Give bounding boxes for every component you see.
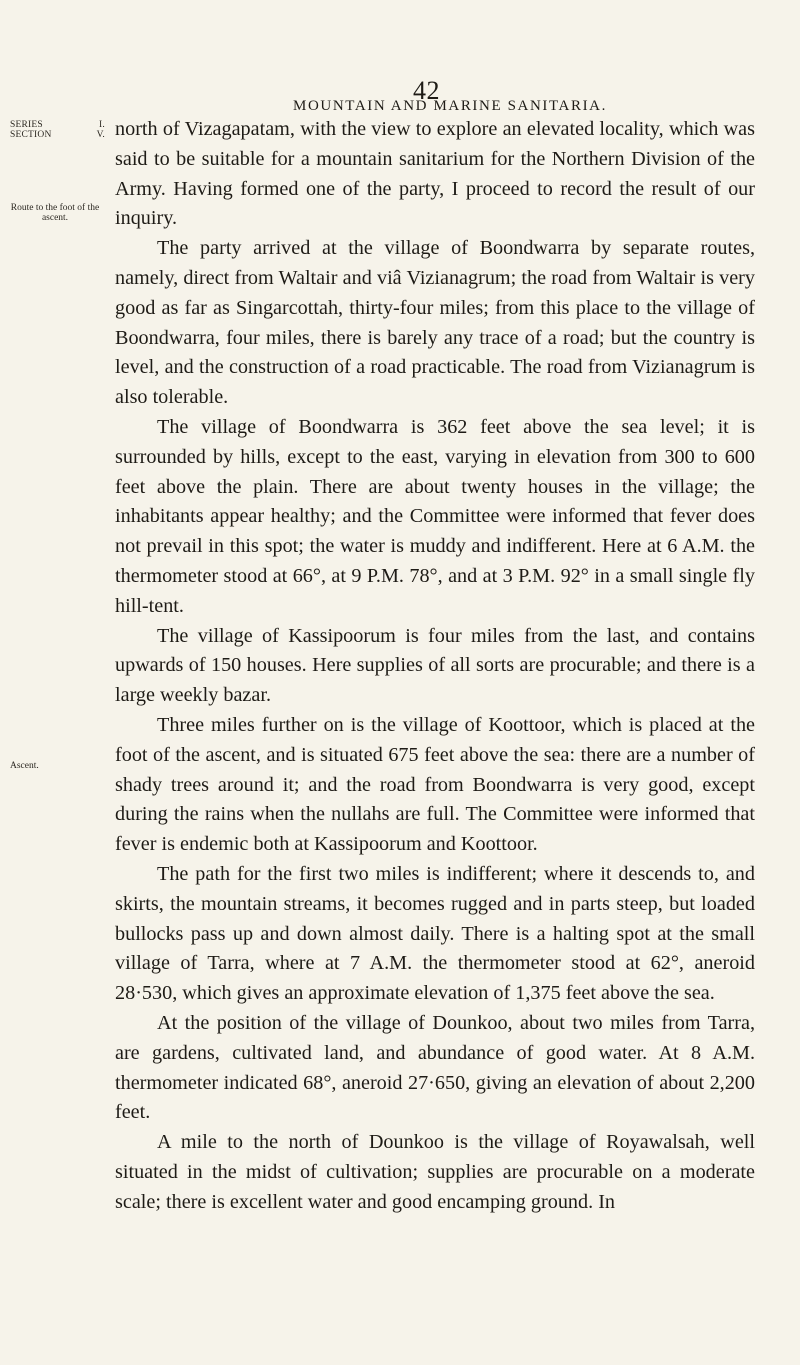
paragraph-1: north of Vizagapatam, with the view to explore an elevated locality, which was said to be suitable for a mountain sanitarium for the Northern Division of the Army. Having formed one of the party, I proceed to record the result of our inquiry. (115, 118, 755, 230)
paragraph-8: A mile to the north of Dounkoo is the village of Royawalsah, well situated in the midst of cultivation; supplies are procurable on a moderate scale; there is excellent water and good encamping ground. In (115, 1131, 755, 1213)
paragraph-6: The path for the first two miles is indifferent; where it descends to, and skirts, the mountain streams, it becomes rugged and in parts steep, but loaded bullocks pass up and down almost daily. There is a halting spot at the small village of Tarra, where at 7 A.M. the thermometer stood at 62°, aneroid 28·530, which gives an approximate elevation of 1,375 feet above the sea. (115, 862, 755, 1005)
series-number: I. (99, 120, 105, 130)
series-row (10, 120, 105, 130)
section-row (10, 130, 105, 140)
body-text (115, 115, 755, 1217)
series-label: SERIES (10, 120, 43, 130)
paragraph-4: The village of Kassipoorum is four miles from the last, and contains upwards of 150 houses. Here supplies of all sorts are procurable; and there is a large weekly bazar. (115, 624, 755, 707)
page-number: 42 (413, 76, 440, 105)
section-label: SECTION (10, 130, 52, 141)
paragraph-3: The village of Boondwarra is 362 feet above the sea level; it is surrounded by hills, except to the east, varying in elevation from 300 to 600 feet above the plain. There are about twenty houses in the village; the inhabitants appear healthy; and the Committee were informed that fever does not prevail in this spot; the water is muddy and indifferent. Here at 6 A.M. the thermometer stood at 66°, at 9 P.M. 78°, and at 3 P.M. 92° in a small single fly hill-tent. (115, 415, 755, 617)
section-number: V. (96, 130, 105, 141)
series-section-marginal-note (10, 120, 105, 141)
paragraph-5: Three miles further on is the village of Koottoor, which is placed at the foot of the ascent, and is situated 675 feet above the sea: there are a number of shady trees around it; and the road from Boondwarra is very good, except during the rains when the nullahs are full. The Committee were informed that fever is endemic both at Kassipoorum and Koottoor. (115, 713, 755, 856)
route-marginal-note: Route to the foot of the ascent. (10, 203, 100, 224)
ascent-marginal-note: Ascent. (10, 761, 39, 771)
running-head: MOUNTAIN AND MARINE SANITARIA. (293, 98, 607, 114)
paragraph-2: The party arrived at the village of Boondwarra by separate routes, namely, direct from Waltair and viâ Vizianagrum; the road from Waltair is very good as far as Singarcottah, thirty-four miles; from this place to the village of Boondwarra, four miles, there is barely any trace of a road; but the country is level, and the construction of a road practicable. The road from Vizianagrum is also tolerable. (115, 237, 755, 409)
paragraph-7: At the position of the village of Dounkoo, about two miles from Tarra, are gardens, cultivated land, and abundance of good water. At 8 A.M. thermometer indicated 68°, aneroid 27·650, giving an elevation of about 2,200 feet. (115, 1011, 755, 1124)
